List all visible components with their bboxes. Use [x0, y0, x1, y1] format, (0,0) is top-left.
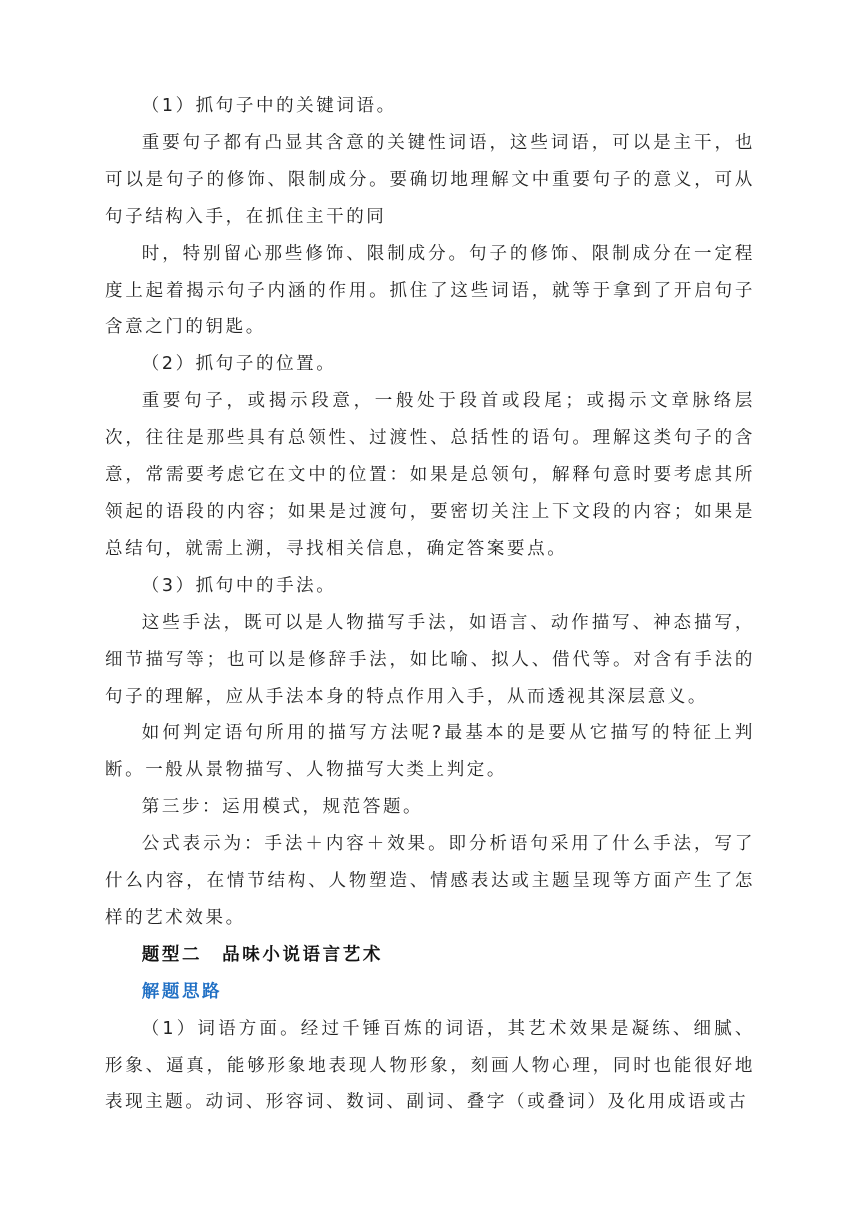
paragraph-body: 重要句子都有凸显其含意的关键性词语，这些词语，可以是主干，也可以是句子的修饰、限制成分。要确切地理解文中重要句子的意义，可从句子结构入手，在抓住主干的同 — [105, 132, 755, 227]
paragraph-body: 这些手法，既可以是人物描写手法，如语言、动作描写、神态描写，细节描写等；也可以是修辞手法，如比喻、拟人、借代等。对含有手法的句子的理解，应从手法本身的特点作用入手，从而透视其深层意义。 — [105, 612, 755, 707]
paragraph-body: 公式表示为：手法＋内容＋效果。即分析语句采用了什么手法，写了什么内容，在情节结构、人物塑造、情感表达或主题呈现等方面产生了怎样的艺术效果。 — [105, 834, 755, 928]
paragraph-body: 时，特别留心那些修饰、限制成分。句子的修饰、限制成分在一定程度上起着揭示句子内涵的作用。抓住了这些词语，就等于拿到了开启句子含意之门的钥匙。 — [105, 243, 755, 338]
paragraph-body: 如何判定语句所用的描写方法呢?最基本的是要从它描写的特征上判断。一般从景物描写、人物描写大类上判定。 — [105, 723, 755, 781]
paragraph-body: （1）词语方面。经过千锤百炼的词语，其艺术效果是凝练、细腻、形象、逼真，能够形象地表现人物形象，刻画人物心理，同时也能很好地表现主题。动词、形容词、数词、副词、叠字（或叠词）及化用成语或古 — [105, 1018, 755, 1113]
paragraph-step: 第三步：运用模式，规范答题。 — [141, 797, 424, 818]
document-body — [105, 88, 755, 1121]
paragraph-subheading-1: （1）抓句子中的关键词语。 — [141, 96, 397, 116]
section-heading: 题型二 品味小说语言艺术 — [141, 944, 383, 965]
section-subheading: 解题思路 — [141, 981, 223, 1002]
paragraph-subheading-2: （2）抓句子的位置。 — [141, 354, 337, 375]
paragraph-body: 重要句子，或揭示段意，一般处于段首或段尾；或揭示文章脉络层次，往往是那些具有总领性、过渡性、总括性的语句。理解这类句子的含意，常需要考虑它在文中的位置：如果是总领句，解释句意时要考虑其所领起的语段的内容；如果是过渡句，要密切关注上下文段的内容；如果是总结句，就需上溯，寻找相关信息，确定答案要点。 — [105, 391, 755, 559]
paragraph-subheading-3: （3）抓句中的手法。 — [141, 575, 337, 596]
